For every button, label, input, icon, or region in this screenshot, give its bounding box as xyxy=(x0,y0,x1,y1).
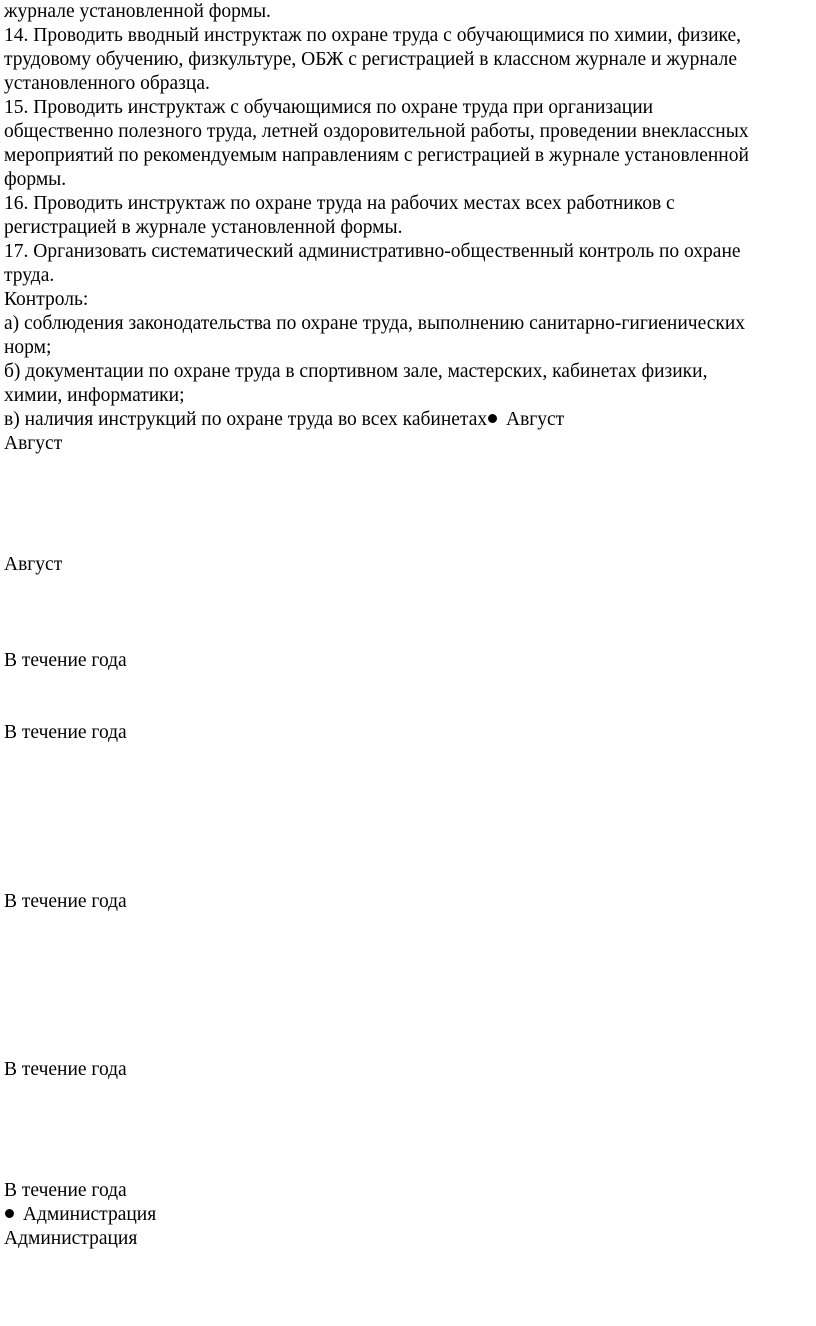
text-line: формы. xyxy=(4,169,67,190)
text-line: 17. Организовать систематический административно-общественный контроль по охране xyxy=(4,241,741,262)
term-value: В течение года xyxy=(4,650,127,671)
text-line: б) документации по охране труда в спортивном зале, мастерских, кабинетах физики, xyxy=(4,361,708,382)
control-item-c-text: в) наличия инструкций по охране труда во всех кабинетах xyxy=(4,409,488,430)
term-value: Август xyxy=(4,554,63,575)
text-line: химии, информатики; xyxy=(4,385,185,406)
text-line: регистрацией в журнале установленной формы. xyxy=(4,217,403,238)
text-line: 15. Проводить инструктаж с обучающимися по охране труда при организации xyxy=(4,97,654,118)
bullet-icon xyxy=(488,414,497,423)
text-line: мероприятий по рекомендуемым направлениям с регистрацией в журнале установленной xyxy=(4,145,749,166)
term-value: Август xyxy=(4,433,63,454)
text-line: норм; xyxy=(4,337,52,358)
responsible-value: Администрация xyxy=(18,1204,157,1225)
responsible-value: Администрация xyxy=(4,1228,138,1249)
term-value: В течение года xyxy=(4,1180,127,1201)
term-value: В течение года xyxy=(4,891,127,912)
bullet-icon xyxy=(5,1209,14,1218)
text-line: трудовому обучению, физкультуре, ОБЖ с регистрацией в классном журнале и журнале xyxy=(4,49,737,70)
term-value: В течение года xyxy=(4,1059,127,1080)
term-value: Август xyxy=(501,409,565,430)
text-line: а) соблюдения законодательства по охране труда, выполнению санитарно-гигиенических xyxy=(4,313,746,334)
text-line: труда. xyxy=(4,265,55,286)
term-value: В течение года xyxy=(4,722,127,743)
text-line: установленного образца. xyxy=(4,73,210,94)
text-line: общественно полезного труда, летней оздоровительной работы, проведении внеклассных xyxy=(4,121,749,142)
responsible-item xyxy=(4,1203,156,1227)
text-line: 14. Проводить вводный инструктаж по охране труда с обучающимися по химии, физике, xyxy=(4,25,742,46)
text-line: 16. Проводить инструктаж по охране труда на рабочих местах всех работников с xyxy=(4,193,675,214)
control-item-c xyxy=(4,408,564,432)
text-line: журнале установленной формы. xyxy=(4,1,271,22)
text-line: Контроль: xyxy=(4,289,89,310)
